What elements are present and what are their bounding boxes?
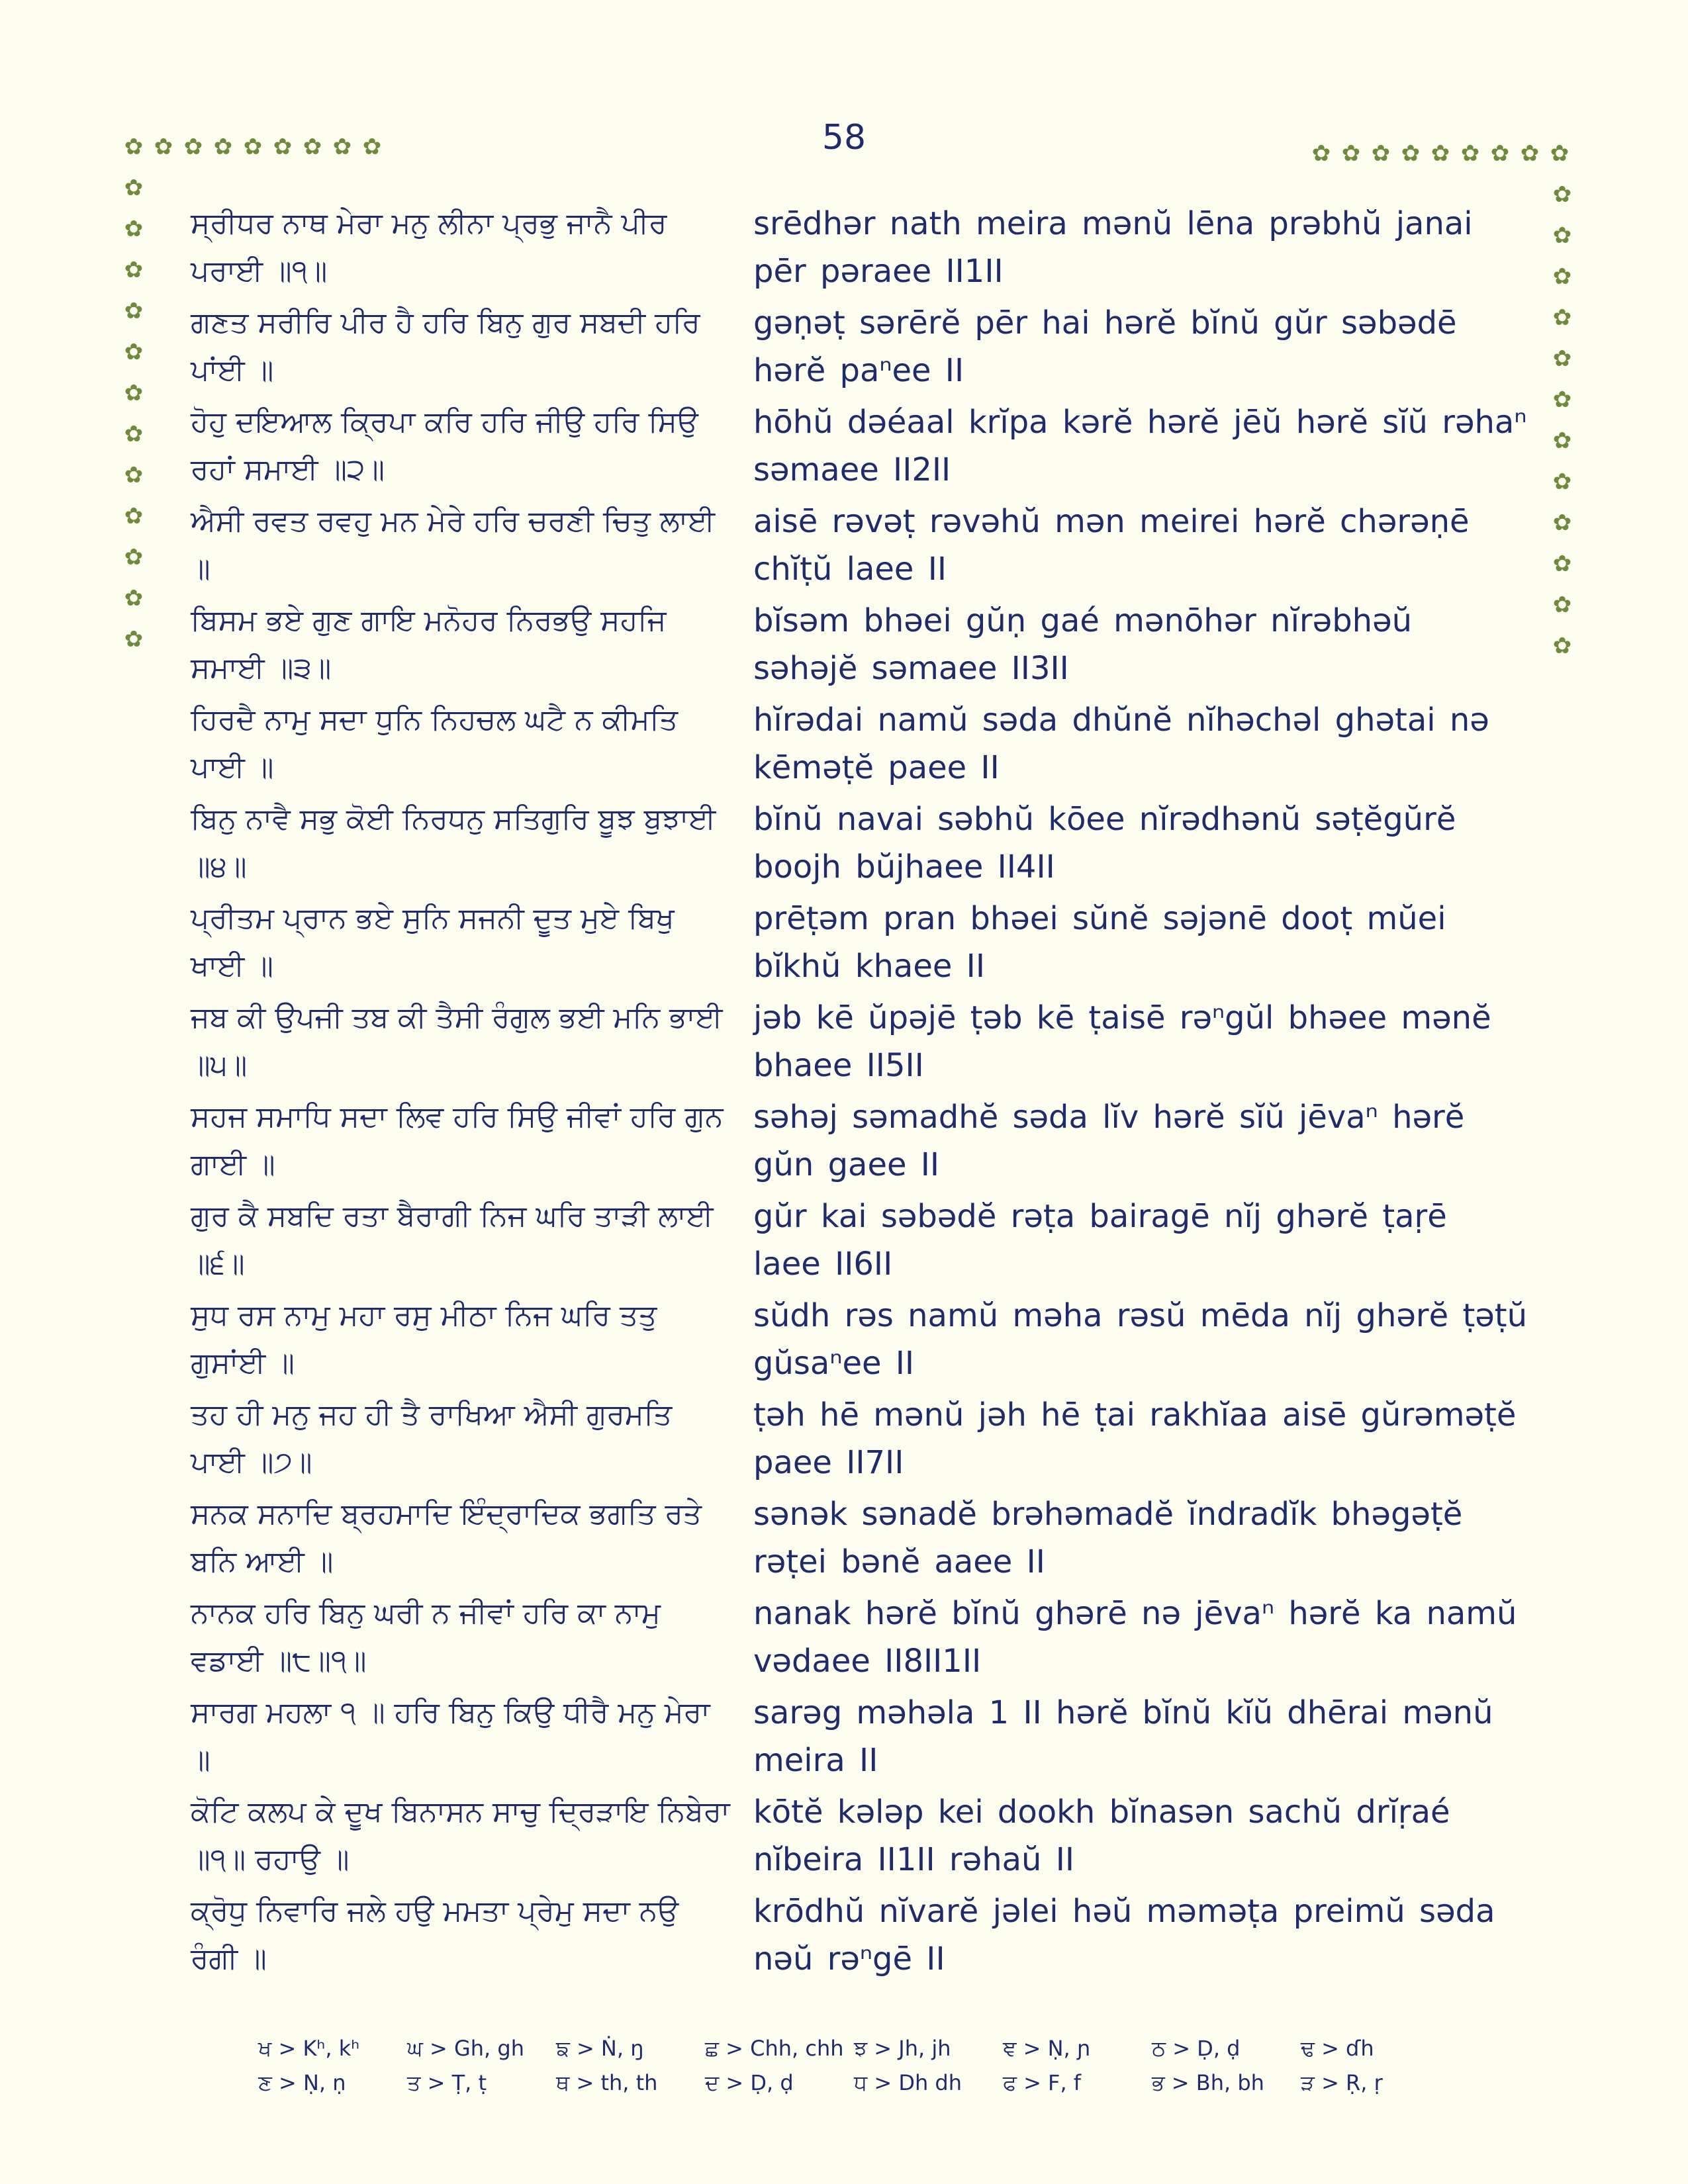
flower-ornament-icon: ✿ (1552, 510, 1572, 536)
legend-item: ਣ > Ṇ, ṇ (258, 2070, 346, 2095)
transliteration-line: gŭr kai səbədĕ rəṭa bairagē nĭj ghərĕ ṭaṛē laee II6II (753, 1198, 1447, 1283)
verse-row (191, 696, 1528, 796)
flower-ornament-icon: ✿ (124, 380, 144, 406)
gurmukhi-line: ਸਹਜ ਸਮਾਧਿ ਸਦਾ ਲਿਵ ਹਰਿ ਸਿਉ ਜੀਵਾਂ ਹਰਿ ਗੁਨ ਗਾਈ ॥ (191, 1100, 724, 1181)
transliteration-line: kōtĕ kələp kei dookh bĭnasən sachŭ drĭṛaé nĭbeira II1II rəhaŭ II (753, 1794, 1450, 1878)
flower-ornament-icon: ✿ (213, 134, 233, 160)
transliteration-line: srēdhər nath meira mənŭ lēna prəbhŭ janai pēr pəraee II1II (753, 205, 1473, 290)
transliteration-line: aisē rəvəṭ rəvəhŭ mən meirei hərĕ chərəṇē chĭṭŭ laee II (753, 503, 1470, 588)
transliteration-line: səhəj səmadhĕ səda lĭv hərĕ sĭŭ jēvaⁿ hərĕ gŭn gaee II (753, 1099, 1465, 1183)
transliteration-line: ṭəh hē mənŭ jəh hē ṭai rakhĭaa aisē gŭrəməṭĕ paee II7II (753, 1396, 1517, 1481)
legend-item: ਙ > Ṅ, ŋ (556, 2036, 644, 2061)
legend-item: ਧ > Dh dh (854, 2070, 962, 2095)
flower-ornament-icon: ✿ (1490, 140, 1510, 167)
legend-item: ਖ > Kʰ, kʰ (258, 2036, 360, 2061)
verse-row (191, 498, 1528, 597)
flower-ornament-icon: ✿ (1341, 140, 1361, 167)
flower-ornament-icon: ✿ (1552, 469, 1572, 495)
flower-ornament-icon: ✿ (124, 544, 144, 570)
verse-row (191, 1490, 1528, 1590)
gurmukhi-line: ਸਾਰਗ ਮਹਲਾ ੧ ॥ ਹਰਿ ਬਿਨੁ ਕਿਉ ਧੀਰੈ ਮਨੁ ਮੇਰਾ ॥ (191, 1696, 710, 1777)
verse-row (191, 1391, 1528, 1490)
flower-ornament-icon: ✿ (124, 134, 144, 160)
flower-ornament-icon: ✿ (1311, 140, 1331, 167)
flower-ornament-icon: ✿ (154, 134, 173, 160)
verse-row (191, 994, 1528, 1093)
legend-item: ਫ > F, f (1003, 2070, 1082, 2095)
flower-ornament-icon: ✿ (1552, 428, 1572, 454)
verse-row (191, 1788, 1528, 1888)
gurmukhi-line: ਹਿਰਦੈ ਨਾਮੁ ਸਦਾ ਧੁਨਿ ਨਿਹਚਲ ਘਟੈ ਨ ਕੀਮਤਿ ਪਾਈ ॥ (191, 703, 678, 784)
legend-item: ਥ > th, th (556, 2070, 658, 2095)
flower-ornament-icon: ✿ (243, 134, 263, 160)
flower-ornament-icon: ✿ (183, 134, 203, 160)
verse-row (191, 1292, 1528, 1391)
verse-row (191, 895, 1528, 994)
gurmukhi-line: ਗਣਤ ਸਰੀਰਿ ਪੀਰ ਹੈ ਹਰਿ ਬਿਨੁ ਗੁਰ ਸਬਦੀ ਹਰਿ ਪਾਂਈ ॥ (191, 306, 700, 387)
flower-ornament-icon: ✿ (273, 134, 293, 160)
transliteration-line: sŭdh rəs namŭ məha rəsŭ mēda nĭj ghərĕ ṭəṭŭ gŭsaⁿee II (753, 1297, 1528, 1382)
transliteration-line: krōdhŭ nĭvarĕ jəlei həŭ məməṭa preimŭ səda nəŭ rəⁿgē II (753, 1893, 1495, 1978)
transliteration-legend (258, 2036, 1450, 2105)
flower-ornament-icon: ✿ (1550, 140, 1570, 167)
flower-ornament-icon: ✿ (1552, 633, 1572, 659)
flower-ornament-icon: ✿ (1460, 140, 1480, 167)
transliteration-line: jəb kē ŭpəjē ṭəb kē ṭaisē rəⁿgŭl bhəee mənĕ bhaee II5II (753, 999, 1491, 1084)
flower-ornament-icon: ✿ (1552, 345, 1572, 372)
gurmukhi-line: ਤਹ ਹੀ ਮਨੁ ਜਹ ਹੀ ਤੈ ਰਾਖਿਆ ਐਸੀ ਗੁਰਮਤਿ ਪਾਈ ॥੭॥ (191, 1398, 673, 1479)
flower-ornament-icon: ✿ (1552, 592, 1572, 618)
gurmukhi-line: ਸ੍ਰੀਧਰ ਨਾਥ ਮੇਰਾ ਮਨੁ ਲੀਨਾ ਪ੍ਰਭੁ ਜਾਨੈ ਪੀਰ ਪਰਾਈ ॥੧॥ (191, 206, 667, 288)
legend-row (258, 2070, 1450, 2105)
gurmukhi-line: ਹੋਹੁ ਦਇਆਲ ਕ੍ਰਿਪਾ ਕਰਿ ਹਰਿ ਜੀਉ ਹਰਿ ਸਿਉ ਰਹਾਂ ਸਮਾਈ ॥੨॥ (191, 405, 698, 486)
legend-item: ਢ > ɗh (1301, 2036, 1374, 2061)
flower-ornament-icon: ✿ (124, 175, 144, 201)
verse-row (191, 796, 1528, 895)
verse-row (191, 1689, 1528, 1788)
gurmukhi-line: ਕ੍ਰੋਧੁ ਨਿਵਾਰਿ ਜਲੇ ਹਉ ਮਮਤਾ ਪ੍ਰੇਮੁ ਸਦਾ ਨਉ ਰੰਗੀ ॥ (191, 1894, 679, 1976)
transliteration-line: bĭnŭ navai səbhŭ kōee nĭrədhənŭ səṭĕgŭrĕ boojh bŭjhaee II4II (753, 801, 1456, 886)
transliteration-line: hōhŭ dəéaal krĭpa kərĕ hərĕ jēŭ hərĕ sĭŭ rəhaⁿ səmaee II2II (753, 404, 1527, 488)
flower-ornament-icon: ✿ (124, 503, 144, 529)
flower-ornament-icon: ✿ (1552, 304, 1572, 331)
flower-ornament-icon: ✿ (1552, 387, 1572, 413)
verse-row (191, 1093, 1528, 1193)
gurmukhi-line: ਬਿਨੁ ਨਾਵੈ ਸਭੁ ਕੋਈ ਨਿਰਧਨੁ ਸਤਿਗੁਰਿ ਬੂਝ ਬੁਝਾਈ ॥੪॥ (191, 802, 716, 884)
legend-item: ਦ > Ḍ, ḍ (705, 2070, 794, 2095)
flower-ornament-icon: ✿ (124, 298, 144, 324)
transliteration-line: gəṇəṭ sərērĕ pēr hai hərĕ bĭnŭ gŭr səbədē hərĕ paⁿee II (753, 304, 1457, 389)
verse-row (191, 597, 1528, 696)
gurmukhi-line: ਸਨਕ ਸਨਾਦਿ ਬ੍ਰਹਮਾਦਿ ਇੰਦ੍ਰਾਦਿਕ ਭਗਤਿ ਰਤੇ ਬਨਿ ਆਈ ॥ (191, 1497, 702, 1578)
gurmukhi-line: ਕੋਟਿ ਕਲਪ ਕੇ ਦੂਖ ਬਿਨਾਸਨ ਸਾਚੁ ਦ੍ਰਿੜਾਇ ਨਿਬੇਰਾ ॥੧॥ ਰਹਾਉ ॥ (191, 1795, 730, 1876)
transliteration-line: nanak hərĕ bĭnŭ ghərē nə jēvaⁿ hərĕ ka namŭ vədaee II8II1II (753, 1595, 1517, 1680)
gurmukhi-line: ਪ੍ਰੀਤਮ ਪ੍ਰਾਨ ਭਏ ਸੁਨਿ ਸਜਨੀ ਦੂਤ ਮੁਏ ਬਿਖੁ ਖਾਈ ॥ (191, 901, 675, 983)
legend-item: ਛ > Chh, chh (705, 2036, 844, 2061)
gurmukhi-line: ਐਸੀ ਰਵਤ ਰਵਹੁ ਮਨ ਮੇਰੇ ਹਰਿ ਚਰਣੀ ਚਿਤੁ ਲਾਈ ॥ (191, 504, 716, 586)
flower-ornament-icon: ✿ (1552, 263, 1572, 290)
flower-ornament-icon: ✿ (303, 134, 322, 160)
flower-ornament-icon: ✿ (332, 134, 352, 160)
legend-item: ੜ > Ṛ, ṛ (1301, 2070, 1383, 2095)
transliteration-line: prēṭəm pran bhəei sŭnĕ səjənē dooṭ mŭei bĭkhŭ khaee II (753, 900, 1446, 985)
transliteration-line: sarəg məhəla 1 II hərĕ bĭnŭ kĭŭ dhērai mənŭ meira II (753, 1694, 1493, 1779)
verse-row (191, 1193, 1528, 1292)
flower-ornament-icon: ✿ (124, 339, 144, 365)
flower-ornament-icon: ✿ (124, 257, 144, 283)
flower-ornament-icon: ✿ (1371, 140, 1391, 167)
flower-ornament-icon: ✿ (1401, 140, 1421, 167)
transliteration-line: hĭrədai namŭ səda dhŭnĕ nĭhəchəl ghətai nə kēməṭĕ paee II (753, 702, 1489, 786)
legend-item: ਞ > Ṇ, ɲ (1003, 2036, 1091, 2061)
verse-row (191, 1590, 1528, 1689)
legend-item: ਝ > Jh, jh (854, 2036, 951, 2061)
gurmukhi-line: ਸੁਧ ਰਸ ਨਾਮੁ ਮਹਾ ਰਸੁ ਮੀਠਾ ਨਿਜ ਘਰਿ ਤਤੁ ਗੁਸਾਂਈ ॥ (191, 1298, 657, 1380)
flower-ornament-icon: ✿ (1552, 551, 1572, 577)
flower-ornament-icon: ✿ (124, 462, 144, 488)
flower-ornament-icon: ✿ (124, 585, 144, 612)
legend-item: ਘ > Gh, gh (407, 2036, 524, 2061)
gurmukhi-line: ਬਿਸਮ ਭਏ ਗੁਣ ਗਾਇ ਮਨੋਹਰ ਨਿਰਭਉ ਸਹਜਿ ਸਮਾਈ ॥੩॥ (191, 604, 667, 685)
verse-list (191, 200, 1528, 1987)
flower-ornament-icon: ✿ (1520, 140, 1540, 167)
legend-item: ਭ > Bh, bh (1152, 2070, 1264, 2095)
gurmukhi-line: ਗੁਰ ਕੈ ਸਬਦਿ ਰਤਾ ਬੈਰਾਗੀ ਨਿਜ ਘਰਿ ਤਾੜੀ ਲਾਈ ॥੬॥ (191, 1199, 714, 1281)
transliteration-line: bĭsəm bhəei gŭṇ gaé mənōhər nĭrəbhəŭ səhəjĕ səmaee II3II (753, 602, 1413, 687)
flower-ornament-icon: ✿ (1430, 140, 1450, 167)
gurmukhi-line: ਜਬ ਕੀ ਉਪਜੀ ਤਬ ਕੀ ਤੈਸੀ ਰੰਗੁਲ ਭਈ ਮਨਿ ਭਾਈ ॥੫॥ (191, 1001, 723, 1082)
flower-ornament-icon: ✿ (1552, 222, 1572, 249)
flower-ornament-icon: ✿ (124, 216, 144, 242)
transliteration-line: sənək sənadĕ brəhəmadĕ ĭndradĭk bhəgəṭĕ rəṭei bənĕ aaee II (753, 1496, 1463, 1580)
flower-ornament-icon: ✿ (124, 421, 144, 447)
verse-row (191, 1888, 1528, 1987)
legend-row (258, 2036, 1450, 2070)
verse-row (191, 299, 1528, 398)
flower-ornament-icon: ✿ (124, 626, 144, 653)
legend-item: ਤ > Ṭ, ṭ (407, 2070, 487, 2095)
page-number: 58 (821, 118, 867, 158)
verse-row (191, 200, 1528, 299)
verse-row (191, 398, 1528, 498)
gurmukhi-line: ਨਾਨਕ ਹਰਿ ਬਿਨੁ ਘਰੀ ਨ ਜੀਵਾਂ ਹਰਿ ਕਾ ਨਾਮੁ ਵਡਾਈ ॥੮॥੧॥ (191, 1596, 661, 1678)
flower-ornament-icon: ✿ (362, 134, 382, 160)
legend-item: ਠ > Ḍ, ḍ (1152, 2036, 1241, 2061)
flower-ornament-icon: ✿ (1552, 181, 1572, 208)
